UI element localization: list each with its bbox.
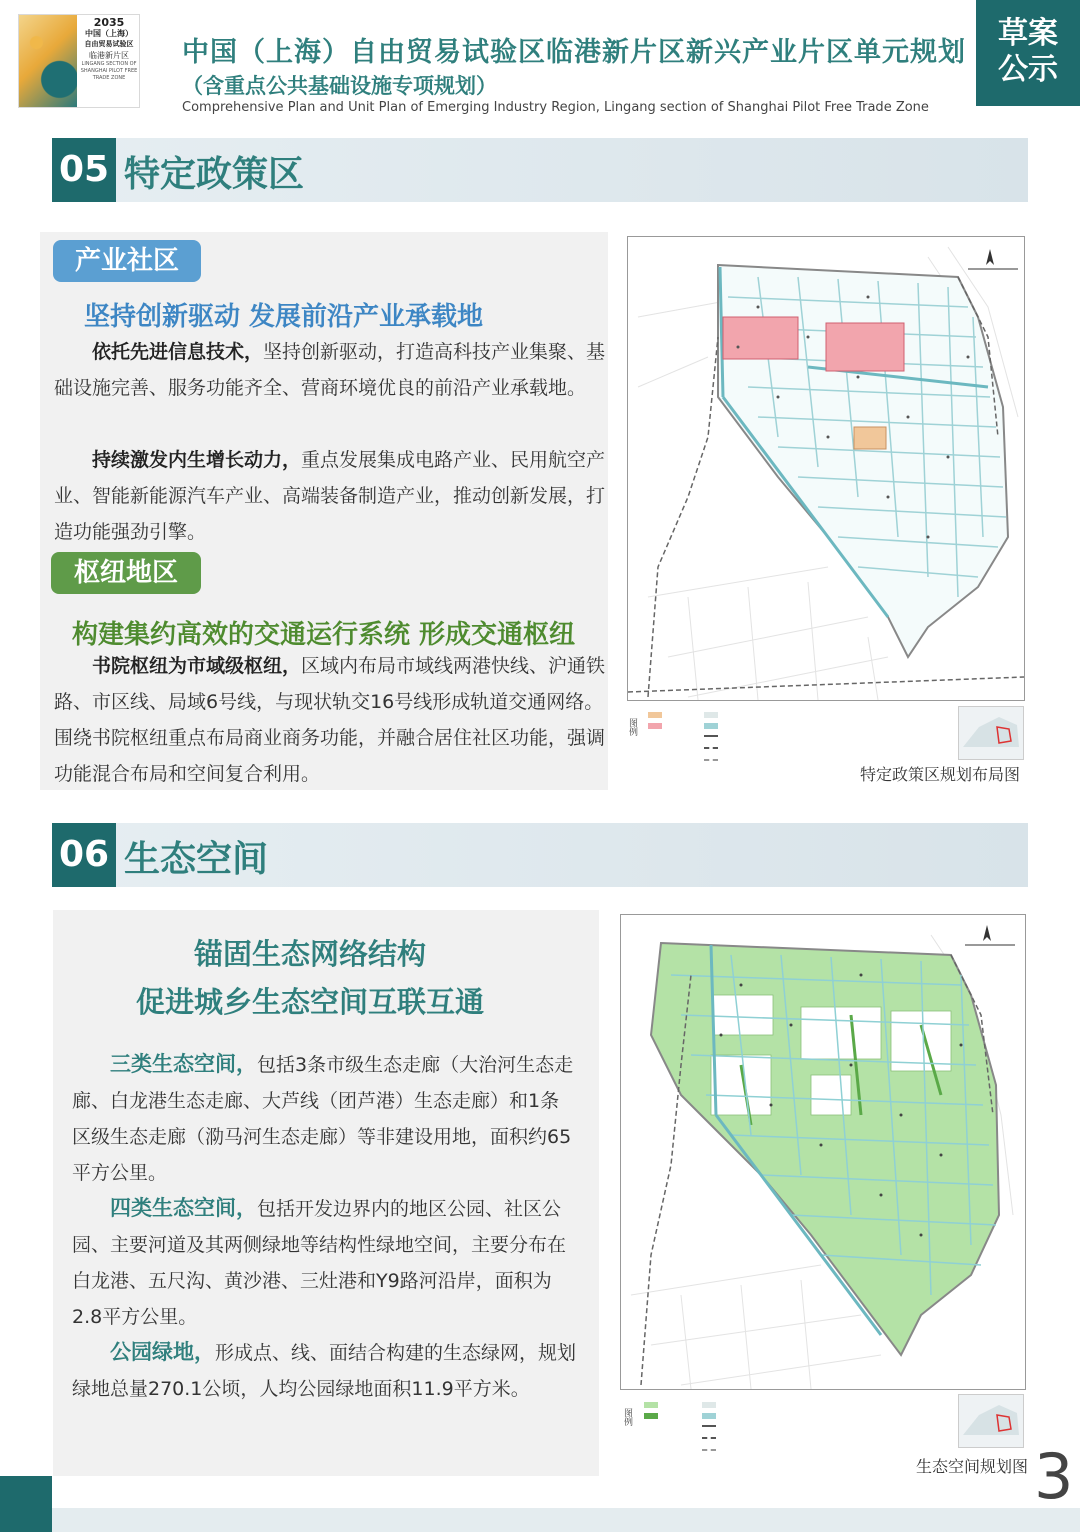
legend-swatch: [644, 1413, 661, 1420]
map-05-legend-lines: [704, 712, 721, 763]
paragraph-body: 重点发展集成电路产业、民用航空产业、智能新能源汽车产业、高端装备制造产业，推动创新发展，打造功能强劲引擎。: [54, 449, 606, 543]
section-05-number: 05: [52, 138, 116, 202]
paragraph-info-tech: [54, 334, 614, 406]
section-06-header: [52, 823, 1028, 887]
footer-band: [52, 1508, 1080, 1532]
draft-badge-text: 草案公示: [998, 16, 1058, 87]
paragraph-growth: [54, 442, 614, 550]
location-inset-map: [958, 706, 1024, 760]
paragraph-class4-eco: [72, 1190, 576, 1335]
legend-swatch: [704, 757, 721, 763]
paragraph-class3-eco: [72, 1046, 576, 1191]
legend-swatch: [702, 1402, 719, 1409]
legend-swatch: [702, 1435, 719, 1441]
section-06-title: 生态空间: [124, 839, 269, 880]
paragraph-body: 包括开发边界内的地区公园、社区公园、主要河道及其两侧绿地等结构性绿地空间，主要分布在白龙港、五尺沟、黄沙港、三灶港和Y9路河沿岸，面积为2.8平方公里。: [72, 1198, 567, 1328]
legend-swatch: [648, 723, 665, 730]
inset-graphic: [959, 1395, 1023, 1447]
map-06-legend: [644, 1402, 661, 1419]
paragraph-lead: 依托先进信息技术，: [92, 341, 264, 363]
paragraph-lead: 书院枢纽为市域级枢纽，: [92, 655, 302, 677]
legend-swatch: [702, 1447, 719, 1453]
page-title-en: Comprehensive Plan and Unit Plan of Emerging Industry Region, Lingang section of Shanghai Pilot Free Trade Zone: [182, 100, 929, 115]
paragraph-lead: 三类生态空间，: [110, 1052, 257, 1076]
eco-heading-1: 锚固生态网络结构: [193, 937, 426, 971]
policy-zone-map: [627, 236, 1025, 701]
logo-line3: 临港新片区: [89, 51, 129, 60]
legend-swatch: [702, 1423, 719, 1429]
tag-hub-area: 枢纽地区: [51, 552, 201, 594]
logo: [18, 14, 140, 108]
map-06-caption: 生态空间规划图: [916, 1457, 1029, 1476]
logo-year: 2035: [93, 16, 125, 29]
logo-en: LINGANG SECTION OF SHANGHAI PILOT FREE TRADE ZONE: [80, 61, 138, 81]
paragraph-body: 形成点、线、面结合构建的生态绿网，规划绿地总量270.1公顷，人均公园绿地面积11.9平方米。: [72, 1342, 577, 1400]
map-05-legend: [648, 712, 665, 729]
legend-swatch: [702, 1413, 719, 1420]
section-05-title: 特定政策区: [124, 154, 305, 195]
section-05-header: [52, 138, 1028, 202]
legend-swatch: [704, 723, 721, 730]
logo-line2: 自由贸易试验区: [84, 40, 134, 48]
legend-swatch: [704, 712, 721, 719]
policy-zone-map-graphic: [628, 237, 1024, 700]
paragraph-lead: 持续激发内生增长动力，: [92, 449, 302, 471]
legend-swatch: [644, 1402, 661, 1409]
legend-swatch: [648, 712, 665, 719]
paragraph-park-green: [72, 1334, 576, 1407]
map-06-legend-label: 图例: [622, 1408, 632, 1426]
logo-line1: 中国（上海）: [85, 29, 133, 38]
page-number: 3: [1034, 1440, 1074, 1513]
slogan-industry: 坚持创新驱动 发展前沿产业承载地: [84, 302, 484, 332]
map-05-legend-label: 图例: [627, 718, 637, 736]
footer-accent: [0, 1476, 52, 1532]
draft-badge: [976, 0, 1080, 106]
map-05-caption: 特定政策区规划布局图: [860, 765, 1021, 784]
paragraph-lead: 四类生态空间，: [110, 1196, 257, 1220]
paragraph-lead: 公园绿地，: [110, 1340, 215, 1364]
logo-text: [79, 17, 139, 82]
paragraph-body: 包括3条市级生态走廊（大治河生态走廊、白龙港生态走廊、大芦线（团芦港）生态走廊）和1条区级生态走廊（泐马河生态走廊）等非建设用地，面积约65平方公里。: [72, 1054, 574, 1184]
section-06-number: 06: [52, 823, 116, 887]
map-06-legend-lines: [702, 1402, 719, 1453]
paragraph-hub: [54, 648, 610, 792]
tag-industrial-community: 产业社区: [53, 240, 201, 282]
legend-swatch: [704, 733, 721, 739]
eco-space-map-graphic: [621, 915, 1025, 1389]
paragraph-body: 坚持创新驱动，打造高科技产业集聚、基础设施完善、服务功能齐全、营商环境优良的前沿产业承载地。: [54, 341, 606, 399]
page-title: 中国（上海）自由贸易试验区临港新片区新兴产业片区单元规划: [182, 37, 966, 68]
legend-swatch: [704, 745, 721, 751]
slogan-transport: 构建集约高效的交通运行系统 形成交通枢纽: [72, 620, 576, 650]
inset-graphic: [959, 707, 1023, 759]
eco-space-map: [620, 914, 1026, 1390]
location-inset-map: [958, 1394, 1024, 1448]
eco-heading-2: 促进城乡生态空间互联互通: [135, 985, 484, 1019]
page-subtitle: （含重点公共基础设施专项规划）: [182, 74, 497, 98]
paragraph-body: 区域内布局市域线两港快线、沪通铁路、市区线、局域6号线，与现状轨交16号线形成轨道交通网络。围绕书院枢纽重点布局商业商务功能，并融合居住社区功能，强调功能混合布局和空间复合利用。: [54, 655, 606, 785]
logo-graphic: [19, 15, 77, 107]
